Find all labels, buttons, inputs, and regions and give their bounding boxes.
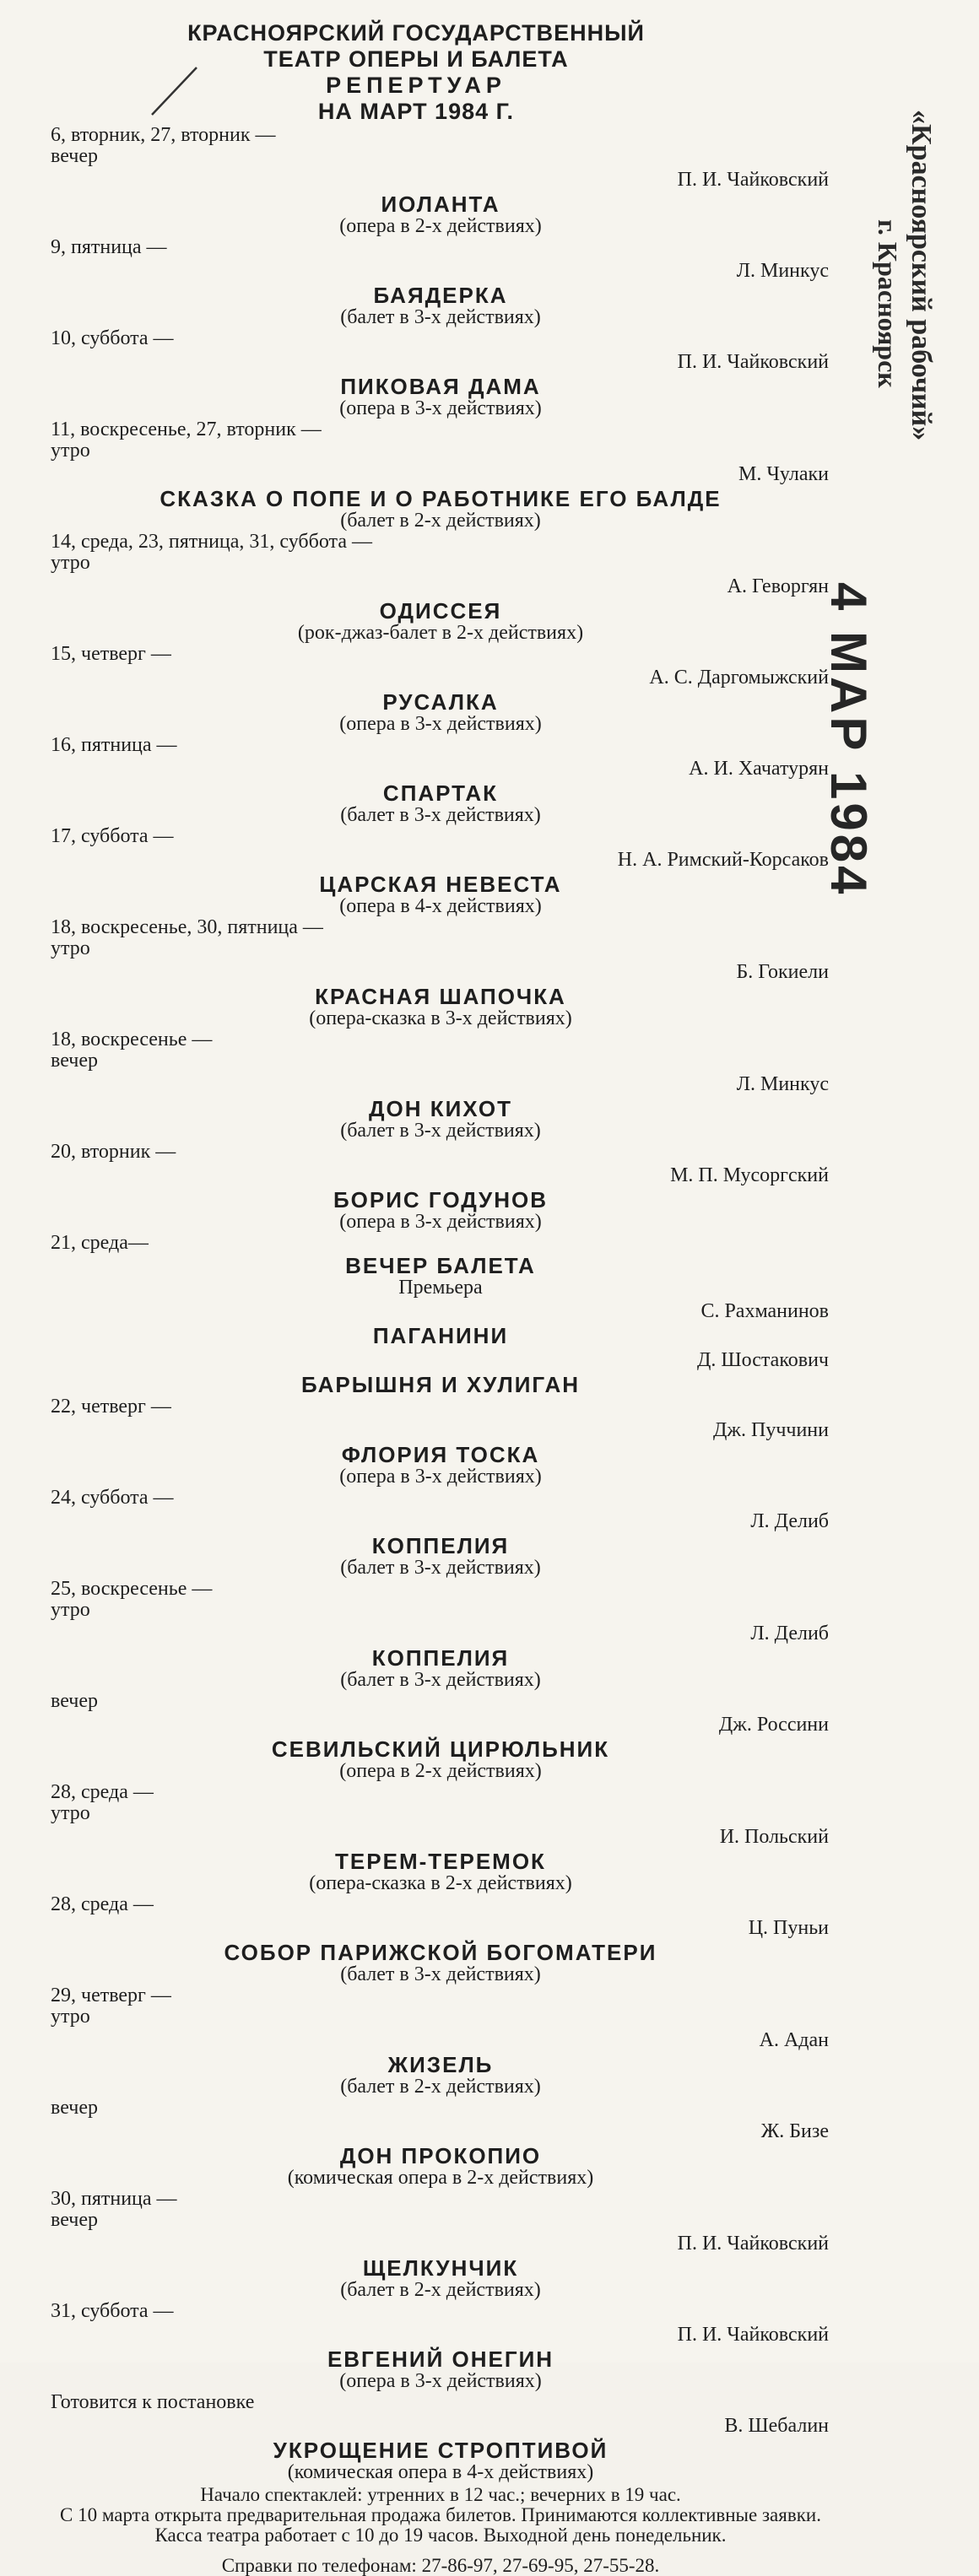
entry-title: ТЕРЕМ-ТЕРЕМОК (335, 1849, 546, 1874)
entry-genre: (балет в 3-х действиях) (340, 804, 541, 826)
entry-composer: Л. Минкус (736, 1073, 829, 1095)
entry-genre: (опера в 3-х действиях) (339, 1466, 542, 1488)
entry-title: СОБОР ПАРИЖСКОЙ БОГОМАТЕРИ (224, 1940, 657, 1965)
entry-date: 31, суббота — (51, 2300, 174, 2322)
entry-title: ЖИЗЕЛЬ (387, 2052, 494, 2077)
performance-entry (49, 826, 832, 917)
performance-list (49, 125, 832, 1233)
header-line-2: ТЕАТР ОПЕРЫ И БАЛЕТА (263, 46, 569, 72)
entry-composer: П. И. Чайковский (677, 351, 829, 373)
entry-genre: (опера в 3-х действиях) (339, 2370, 542, 2392)
entry-time-of-day: утро (51, 552, 90, 574)
entry-composer: П. И. Чайковский (677, 2324, 829, 2346)
entry-date: 11, воскресенье, 27, вторник — (51, 419, 322, 440)
performance-entry (49, 2301, 832, 2392)
entry-composer: А. И. Хачатурян (689, 758, 829, 780)
entry-genre: (опера в 2-х действиях) (339, 215, 542, 237)
entry-genre: (опера в 2-х действиях) (339, 1760, 542, 1782)
entry-date: 24, суббота — (51, 1487, 174, 1509)
performance-entry (49, 1894, 832, 1985)
entry-title: ФЛОРИЯ ТОСКА (341, 1442, 540, 1467)
entry-time-of-day: вечер (51, 2209, 98, 2231)
entry-title: ПИКОВАЯ ДАМА (340, 374, 541, 399)
entry-genre: (балет в 2-х действиях) (340, 510, 541, 532)
entry-genre: (комическая опера в 4-х действиях) (287, 2461, 594, 2483)
entry-date: 18, воскресенье — (51, 1029, 213, 1050)
repertoire-column (49, 15, 832, 2576)
entry-genre: (балет в 2-х действиях) (340, 2279, 541, 2301)
entry-date: 6, вторник, 27, вторник — (51, 124, 276, 146)
performance-entry (49, 1579, 832, 1691)
entry-composer: А. Геворгян (727, 575, 829, 597)
entry-time-of-day: утро (51, 440, 90, 462)
entry-title: КРАСНАЯ ШАПОЧКА (315, 984, 566, 1009)
entry-genre: (рок-джаз-балет в 2-х действиях) (297, 622, 584, 644)
entry-composer: Д. Шостакович (697, 1349, 829, 1371)
entry-genre: (балет в 2-х действиях) (340, 2076, 541, 2098)
entry-date: 14, среда, 23, пятница, 31, суббота — (51, 531, 372, 553)
entry-time-of-day: утро (51, 1802, 90, 1824)
entry-genre: (опера в 3-х действиях) (339, 713, 542, 735)
performance-entry (49, 1396, 832, 1488)
entry-date: 16, пятница — (51, 734, 177, 756)
entry-genre: (опера-сказка в 3-х действиях) (309, 1007, 572, 1029)
performance-entry (49, 532, 832, 644)
header-line-3: РЕПЕРТУАР (326, 73, 506, 98)
entry-date: 25, воскресенье — (51, 1578, 213, 1600)
entry-composer: Л. Делиб (750, 1623, 829, 1644)
entry-composer: Б. Гокиели (736, 961, 829, 983)
entry-date: 10, суббота — (51, 327, 174, 349)
newspaper-stamp (873, 110, 958, 1038)
entry-title: ОДИССЕЯ (379, 598, 502, 624)
entry-time-of-day: вечер (51, 145, 98, 167)
entry-title: ЩЕЛКУНЧИК (362, 2255, 519, 2281)
performance-entry (49, 1029, 832, 1142)
entry-composer: П. И. Чайковский (677, 169, 829, 191)
performance-entry (49, 1691, 832, 1782)
entry-genre: (балет в 3-х действиях) (340, 1963, 541, 1985)
entry-date: 18, воскресенье, 30, пятница — (51, 916, 323, 938)
performance-entry (49, 419, 832, 532)
entry-time-of-day: утро (51, 1599, 90, 1621)
entry-composer: Ж. Бизе (760, 2120, 829, 2142)
performance-entry (49, 735, 832, 826)
entry-date: 28, среда — (51, 1781, 154, 1803)
performance-list (49, 1396, 832, 2483)
entry-genre: (балет в 3-х действиях) (340, 1669, 541, 1691)
entry-genre: (балет в 3-х действиях) (340, 1120, 541, 1142)
entry-genre: (опера в 3-х действиях) (339, 397, 542, 419)
entry-date: 21, среда— (51, 1232, 149, 1254)
entry-time-of-day: утро (51, 2006, 90, 2028)
footer-phones: Справки по телефонам: 27-86-97, 27-69-95, 27-55-28. (221, 2555, 660, 2576)
performance-entry (49, 1488, 832, 1579)
footer-notes (49, 2485, 832, 2576)
entry-composer: Дж. Россини (718, 1714, 829, 1736)
entry-date: 15, четверг — (51, 643, 171, 665)
performance-entry (49, 237, 832, 328)
entry-title: КОППЕЛИЯ (371, 1533, 510, 1558)
entry-composer: С. Рахманинов (700, 1300, 829, 1322)
performance-entry (49, 2098, 832, 2189)
stamp-line-2: г. Красноярск (873, 219, 903, 388)
entry-date: 29, четверг — (51, 1985, 171, 2006)
entry-title: РУСАЛКА (382, 689, 499, 715)
entry-composer: Ц. Пуньи (748, 1917, 829, 1939)
entry-title: УКРОЩЕНИЕ СТРОПТИВОЙ (273, 2438, 608, 2463)
entry-date: 17, суббота — (51, 825, 174, 847)
header-line-1: КРАСНОЯРСКИЙ ГОСУДАРСТВЕННЫЙ (187, 20, 645, 46)
performance-entry (49, 644, 832, 735)
entry-date: вечер (51, 2097, 98, 2119)
performance-entry (49, 1782, 832, 1894)
entry-time-of-day: вечер (51, 1050, 98, 1072)
performance-entry (49, 1985, 832, 2098)
performance-entry (49, 917, 832, 1029)
entry-composer: Л. Минкус (736, 260, 829, 282)
entry-composer: Н. А. Римский-Корсаков (617, 849, 829, 871)
performance-entry (49, 125, 832, 237)
entry-title: ВЕЧЕР БАЛЕТА (345, 1253, 536, 1278)
ballet-evening-entry (49, 1233, 832, 1396)
entry-date: 9, пятница — (51, 236, 167, 258)
entry-genre: (комическая опера в 2-х действиях) (287, 2167, 594, 2189)
entry-title: БАРЫШНЯ И ХУЛИГАН (300, 1372, 581, 1397)
header-line-4: НА МАРТ 1984 Г. (317, 99, 515, 124)
entry-composer: В. Шебалин (724, 2415, 829, 2437)
entry-composer: М. Чулаки (738, 463, 829, 485)
repertoire-header (108, 15, 724, 125)
entry-title: ЕВГЕНИЙ ОНЕГИН (327, 2346, 554, 2372)
entry-title: СЕВИЛЬСКИЙ ЦИРЮЛЬНИК (271, 1736, 610, 1762)
premiere-label: Премьера (398, 1277, 483, 1299)
stamp-date: 4 МАР 1984 (820, 582, 877, 898)
entry-date: Готовится к постановке (51, 2391, 255, 2413)
entry-title: БАЯДЕРКА (373, 283, 508, 308)
performance-entry (49, 2392, 832, 2483)
entry-title: ДОН ПРОКОПИО (339, 2143, 542, 2168)
entry-genre: (опера в 3-х действиях) (339, 1211, 542, 1233)
entry-title: СКАЗКА О ПОПЕ И О РАБОТНИКЕ ЕГО БАЛДЕ (160, 486, 722, 511)
entry-title: ЦАРСКАЯ НЕВЕСТА (319, 872, 562, 897)
entry-genre: (балет в 3-х действиях) (340, 1557, 541, 1579)
entry-genre: (опера-сказка в 2-х действиях) (309, 1872, 572, 1894)
entry-date: 30, пятница — (51, 2188, 177, 2210)
footer-line-1: Начало спектаклей: утренних в 12 час.; вечерних в 19 час. (200, 2484, 681, 2505)
performance-entry (49, 2189, 832, 2301)
performance-entry (49, 328, 832, 419)
entry-composer: М. П. Мусоргский (670, 1164, 829, 1186)
entry-composer: Л. Делиб (750, 1510, 829, 1532)
entry-title: ПАГАНИНИ (372, 1323, 509, 1348)
entry-composer: А. Адан (759, 2029, 829, 2051)
entry-title: КОППЕЛИЯ (371, 1645, 510, 1671)
entry-date: 28, среда — (51, 1893, 154, 1915)
entry-genre: (балет в 3-х действиях) (340, 306, 541, 328)
entry-composer: А. С. Даргомыжский (649, 667, 829, 689)
entry-title: БОРИС ГОДУНОВ (333, 1187, 548, 1212)
entry-time-of-day: утро (51, 937, 90, 959)
entry-composer: И. Польский (719, 1826, 829, 1848)
footer-line-2: С 10 марта открыта предварительная продажа билетов. Принимаются коллективные заявки. Касса театра работает с 10 до 19 часов. Выходной день понедельник. (60, 2504, 821, 2546)
entry-date: 22, четверг — (51, 1396, 171, 1418)
performance-entry (49, 1142, 832, 1233)
entry-date: 20, вторник — (51, 1141, 176, 1163)
entry-composer: П. И. Чайковский (677, 2233, 829, 2255)
entry-title: ДОН КИХОТ (368, 1096, 513, 1121)
entry-date: вечер (51, 1690, 98, 1712)
stamp-line-1: «Красноярский рабочий» (906, 110, 937, 441)
entry-genre: (опера в 4-х действиях) (339, 895, 542, 917)
entry-title: СПАРТАК (382, 780, 499, 806)
entry-title: ИОЛАНТА (381, 192, 500, 217)
entry-composer: Дж. Пуччини (713, 1419, 829, 1441)
